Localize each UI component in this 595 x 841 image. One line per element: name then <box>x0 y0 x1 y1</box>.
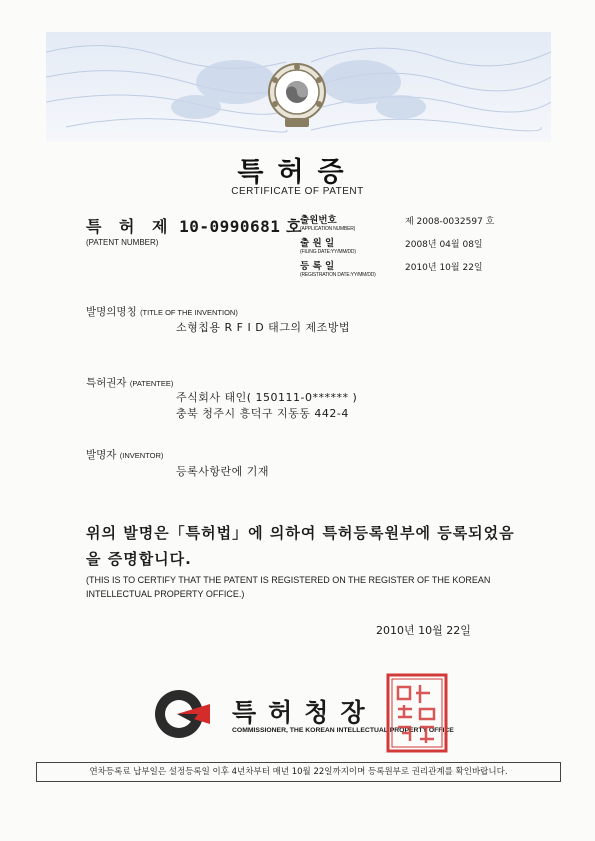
patent-number-label: 특 허 제 <box>86 217 174 236</box>
certification-statement-en: (THIS IS TO CERTIFY THAT THE PATENT IS REGISTERED ON THE REGISTER OF THE KOREAN INTELLECTUAL PROPERTY OFFICE.) <box>86 575 491 599</box>
registration-date-row <box>300 258 483 279</box>
patentee-label-ko: 특허권자 <box>86 377 127 389</box>
national-emblem-icon <box>265 60 329 130</box>
issue-date: 2010년 10월 22일 <box>376 624 471 637</box>
filing-date-row <box>300 235 483 256</box>
registration-date-label: 등 록 일 <box>300 261 335 272</box>
certificate-title-en: CERTIFICATE OF PATENT <box>231 186 364 197</box>
invention-label-en: (TITLE OF THE INVENTION) <box>140 308 238 317</box>
certification-statement: 위의 발명은「특허법」에 의하여 특허등록원부에 등록되었음을 증명합니다. <box>86 524 515 568</box>
patent-number <box>86 214 301 237</box>
certificate-title: 특허증 <box>237 157 358 188</box>
registration-date-value: 2010년 10월 22일 <box>405 263 483 273</box>
invention-title-value: 소형칩용 R F I D 태그의 제조방법 <box>176 321 351 334</box>
inventor-value: 등록사항란에 기재 <box>176 465 270 478</box>
patentee-name: 주식회사 태인( 150111-0****** ) <box>176 391 358 404</box>
kipo-logo-icon <box>152 686 212 742</box>
patent-number-label-en: (PATENT NUMBER) <box>86 238 159 247</box>
footnote: 연차등록료 납부일은 설정등록일 이후 4년차부터 매년 10월 22일까지이며 등록원부로 권리관계를 확인바랍니다. <box>36 762 561 782</box>
official-seal-icon <box>386 673 448 753</box>
application-number-value: 제 2008-0032597 호 <box>405 217 495 227</box>
patent-number-value: 10-0990681 <box>179 217 281 236</box>
patentee-address: 충북 청주시 흥덕구 지동동 442-4 <box>176 407 349 420</box>
commissioner-title: 특허청장 <box>232 698 377 727</box>
patent-number-suffix: 호 <box>286 217 302 236</box>
inventor-label <box>86 447 163 462</box>
registration-date-label-en: (REGISTRATION DATE:YY/MM/DD) <box>300 272 376 278</box>
application-number-row <box>300 212 495 233</box>
invention-label-ko: 발명의명칭 <box>86 306 137 318</box>
invention-title-label <box>86 304 238 319</box>
application-number-label-en: (APPLICATION NUMBER) <box>300 226 356 232</box>
inventor-label-en: (INVENTOR) <box>119 451 164 460</box>
commissioner-title-en: COMMISSIONER, THE KOREAN INTELLECTUAL PROPERTY OFFICE <box>232 727 454 734</box>
patentee-label-en: (PATENTEE) <box>129 379 174 388</box>
filing-date-label: 출 원 일 <box>300 238 335 249</box>
filing-date-value: 2008년 04월 08일 <box>405 240 483 250</box>
patentee-label <box>86 375 173 390</box>
inventor-label-ko: 발명자 <box>86 449 117 461</box>
filing-date-label-en: (FILING DATE:YY/MM/DD) <box>300 249 356 255</box>
application-number-label: 출원번호 <box>300 215 337 226</box>
